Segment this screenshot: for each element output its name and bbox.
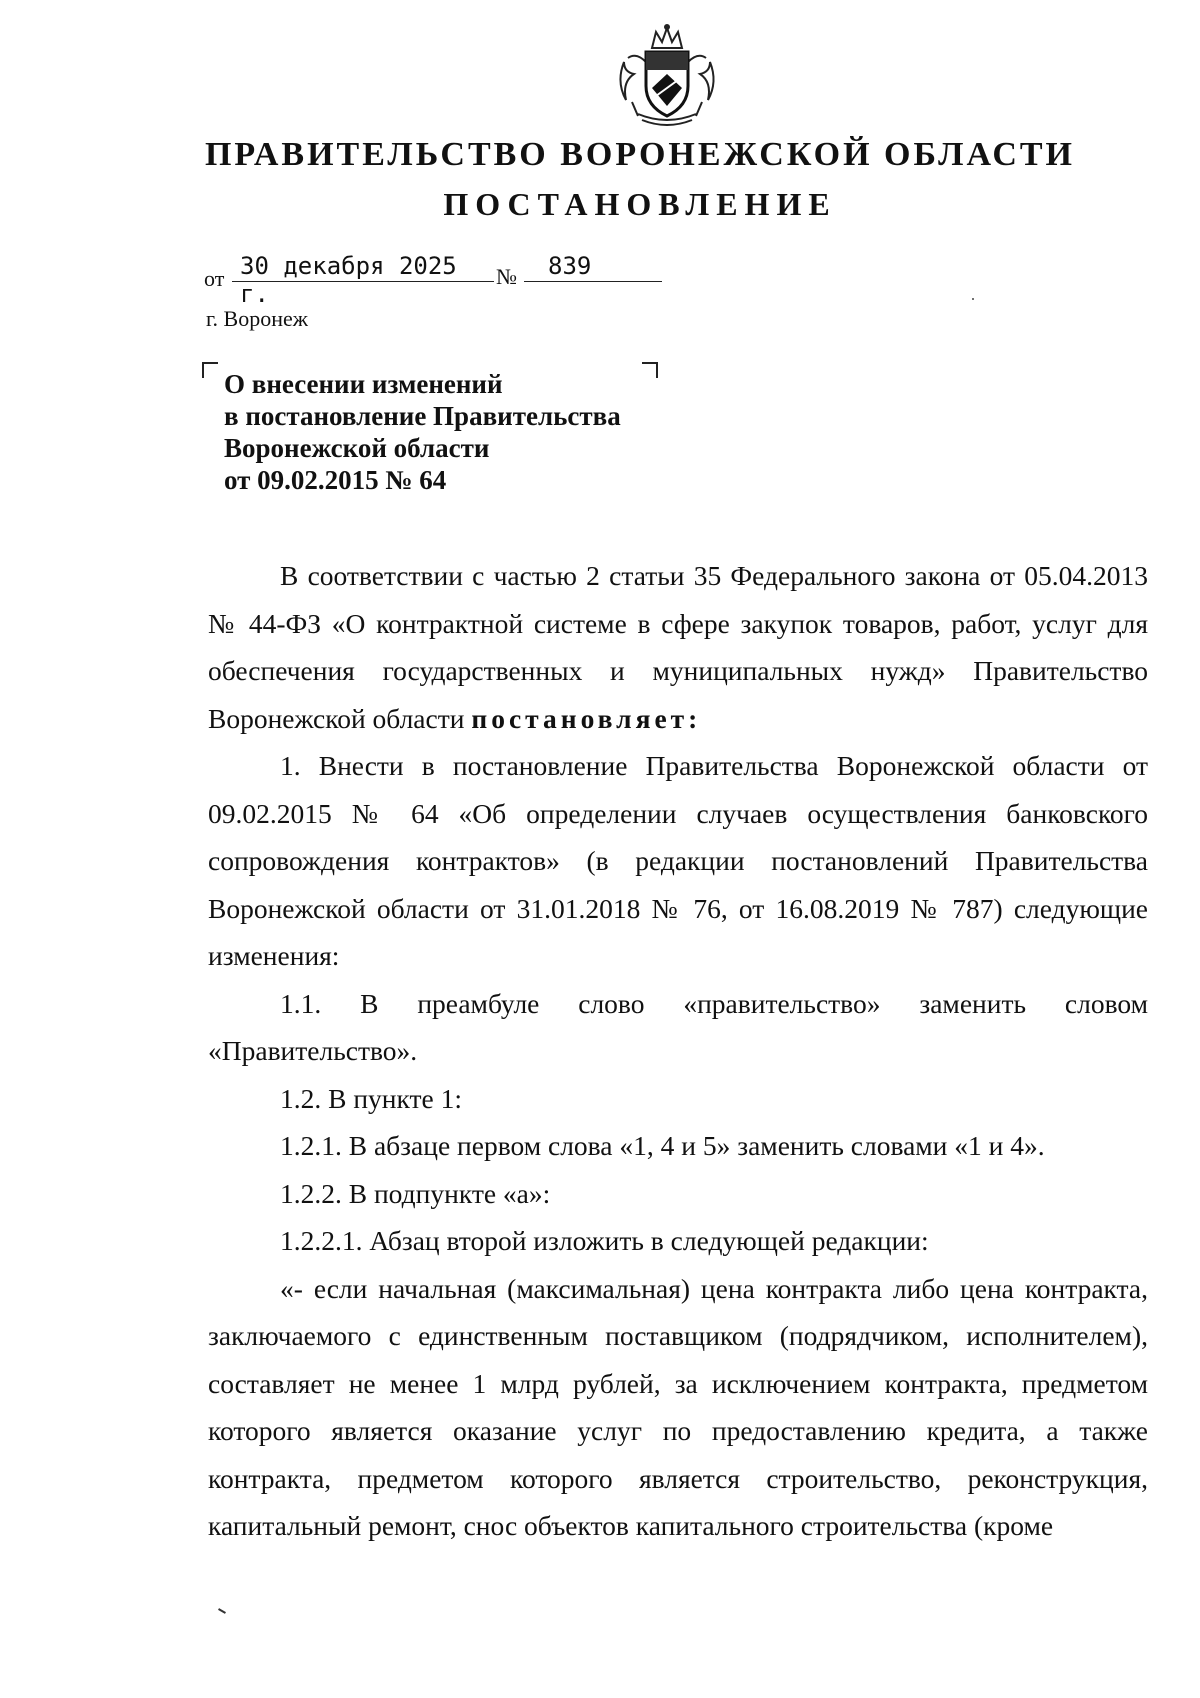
paragraph-1-2-1: 1.2.1. В абзаце первом слова «1, 4 и 5» заменить словами «1 и 4».: [280, 1130, 1045, 1161]
subject-line: О внесении изменений: [224, 369, 503, 399]
scan-speck: [972, 298, 974, 300]
document-subject: [224, 368, 684, 496]
from-label: от: [204, 266, 225, 291]
paragraph-1-2-2-1: 1.2.2.1. Абзац второй изложить в следующей редакции:: [280, 1225, 929, 1256]
scan-mark: [218, 1608, 226, 1614]
date-number-line: [204, 252, 664, 308]
preamble-paragraph: [208, 552, 1148, 742]
document-type-title: ПОСТАНОВЛЕНИЕ: [443, 186, 837, 222]
subject-line: Воронежской области: [224, 433, 490, 463]
paragraph-1-1: 1.1. В преамбуле слово «правительство» заменить словом «Правительство».: [208, 987, 1148, 1066]
organization-title: ПРАВИТЕЛЬСТВО ВОРОНЕЖСКОЙ ОБЛАСТИ: [204, 136, 1075, 173]
preamble-text: В соответствии с частью 2 статьи 35 Федерального закона от 05.04.2013 № 44-ФЗ «О контрактной системе в сфере закупок товаров, работ, услуг для обеспечения государственных и муниципальных нужд» Правительство Воронежской области: [208, 560, 1148, 734]
coat-of-arms-icon: [612, 22, 722, 128]
paragraph-1-2: 1.2. В пункте 1:: [280, 1082, 463, 1114]
document-number: 839: [524, 252, 662, 282]
number-label: №: [496, 264, 517, 289]
corner-mark-left: [202, 362, 218, 378]
quoted-paragraph: «- если начальная (максимальная) цена контракта либо цена контракта, заключаемого с единственным поставщиком (подрядчиком, исполнителем), составляет не менее 1 млрд рублей, за исключением контракта, предметом которого является оказание услуг по предоставлению кредита, а также контракта, предметом которого является строительство, реконструкция, капитальный ремонт, снос объектов капитального строительства (кроме: [208, 1272, 1148, 1541]
paragraph-1: 1. Внести в постановление Правительства Воронежской области от 09.02.2015 № 64 «Об определении случаев осуществления банковского сопровождения контрактов» (в редакции постановлений Правительства Воронежской области от 31.01.2018 № 76, от 16.08.2019 № 787) следующие изменения:: [208, 750, 1148, 971]
document-body: [208, 552, 1148, 1550]
document-date: 30 декабря 2025 г.: [232, 252, 494, 282]
subject-line: от 09.02.2015 № 64: [224, 465, 447, 495]
resolves-word: постановляет:: [471, 702, 702, 734]
paragraph-1-2-2: 1.2.2. В подпункте «а»:: [280, 1177, 551, 1209]
subject-line: в постановление Правительства: [224, 401, 621, 431]
city: г. Воронеж: [206, 306, 308, 331]
